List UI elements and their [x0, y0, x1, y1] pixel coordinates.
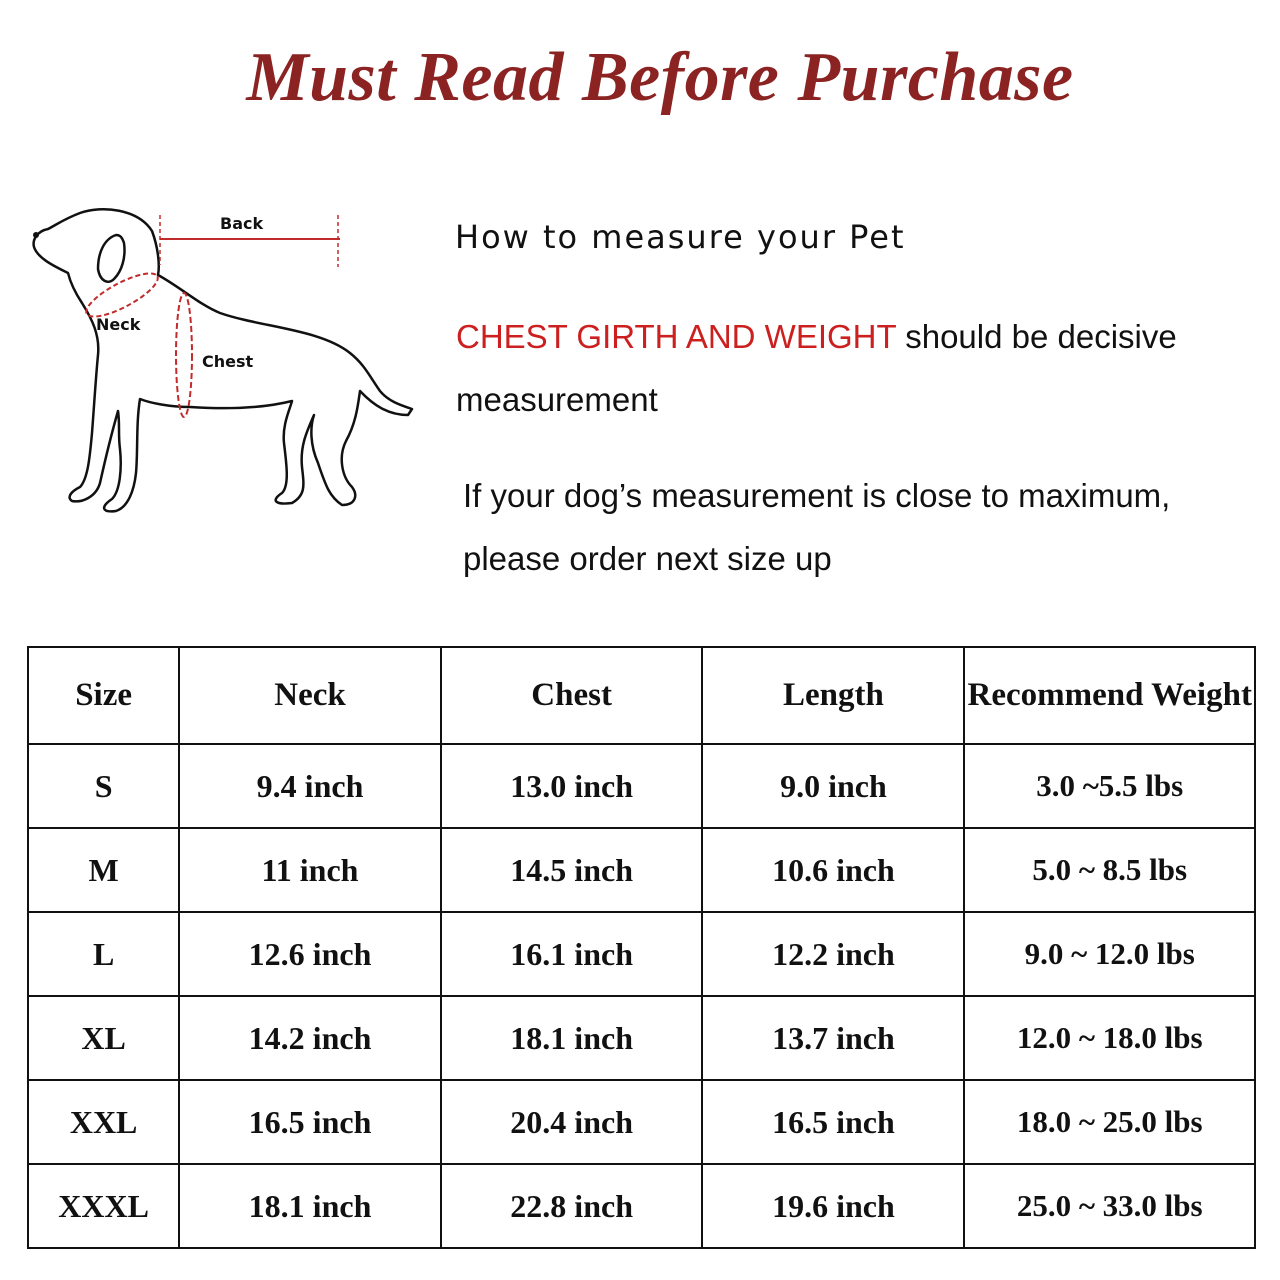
cell-length: 13.7 inch [702, 996, 964, 1080]
dog-nose [33, 232, 39, 238]
cell-chest: 18.1 inch [441, 996, 703, 1080]
dog-ear [98, 235, 125, 282]
back-label: Back [220, 214, 264, 233]
page-title: Must Read Before Purchase [246, 39, 1074, 116]
cell-length: 16.5 inch [702, 1080, 964, 1164]
cell-weight: 25.0 ~ 33.0 lbs [964, 1164, 1255, 1248]
cell-size: M [28, 828, 179, 912]
dog-measurement-diagram [20, 195, 420, 535]
table-header-row [28, 647, 1255, 744]
chest-girth-weight-highlight: CHEST GIRTH AND WEIGHT [456, 318, 897, 355]
cell-length: 10.6 inch [702, 828, 964, 912]
table-row [28, 828, 1255, 912]
cell-neck: 18.1 inch [179, 1164, 441, 1248]
cell-chest: 20.4 inch [441, 1080, 703, 1164]
cell-weight: 9.0 ~ 12.0 lbs [964, 912, 1255, 996]
header-weight: Recommend Weight [964, 647, 1255, 744]
table-row [28, 1164, 1255, 1248]
cell-neck: 14.2 inch [179, 996, 441, 1080]
cell-length: 9.0 inch [702, 744, 964, 828]
size-chart-table [27, 646, 1256, 1249]
neck-label: Neck [96, 315, 141, 334]
table-row [28, 912, 1255, 996]
cell-length: 19.6 inch [702, 1164, 964, 1248]
cell-neck: 12.6 inch [179, 912, 441, 996]
cell-weight: 12.0 ~ 18.0 lbs [964, 996, 1255, 1080]
decisive-rest: should be decisive [896, 318, 1177, 355]
cell-size: XXL [28, 1080, 179, 1164]
how-to-measure-heading: How to measure your Pet [455, 218, 906, 256]
cell-length: 12.2 inch [702, 912, 964, 996]
header-size: Size [28, 647, 179, 744]
cell-chest: 14.5 inch [441, 828, 703, 912]
chest-label: Chest [202, 352, 254, 371]
cell-size: XL [28, 996, 179, 1080]
cell-chest: 16.1 inch [441, 912, 703, 996]
cell-size: XXXL [28, 1164, 179, 1248]
cell-size: L [28, 912, 179, 996]
header-length: Length [702, 647, 964, 744]
table-row [28, 744, 1255, 828]
cell-weight: 3.0 ~5.5 lbs [964, 744, 1255, 828]
cell-chest: 22.8 inch [441, 1164, 703, 1248]
cell-neck: 9.4 inch [179, 744, 441, 828]
table-row [28, 996, 1255, 1080]
decisive-measurement-text [456, 318, 1177, 356]
header-chest: Chest [441, 647, 703, 744]
cell-weight: 5.0 ~ 8.5 lbs [964, 828, 1255, 912]
cell-weight: 18.0 ~ 25.0 lbs [964, 1080, 1255, 1164]
decisive-measurement-cont: measurement [456, 381, 658, 418]
cell-size: S [28, 744, 179, 828]
size-up-advice-cont: please order next size up [463, 540, 832, 577]
table-row [28, 1080, 1255, 1164]
cell-neck: 11 inch [179, 828, 441, 912]
size-up-advice: If your dog’s measurement is close to maximum, [463, 477, 1171, 514]
header-neck: Neck [179, 647, 441, 744]
cell-chest: 13.0 inch [441, 744, 703, 828]
cell-neck: 16.5 inch [179, 1080, 441, 1164]
